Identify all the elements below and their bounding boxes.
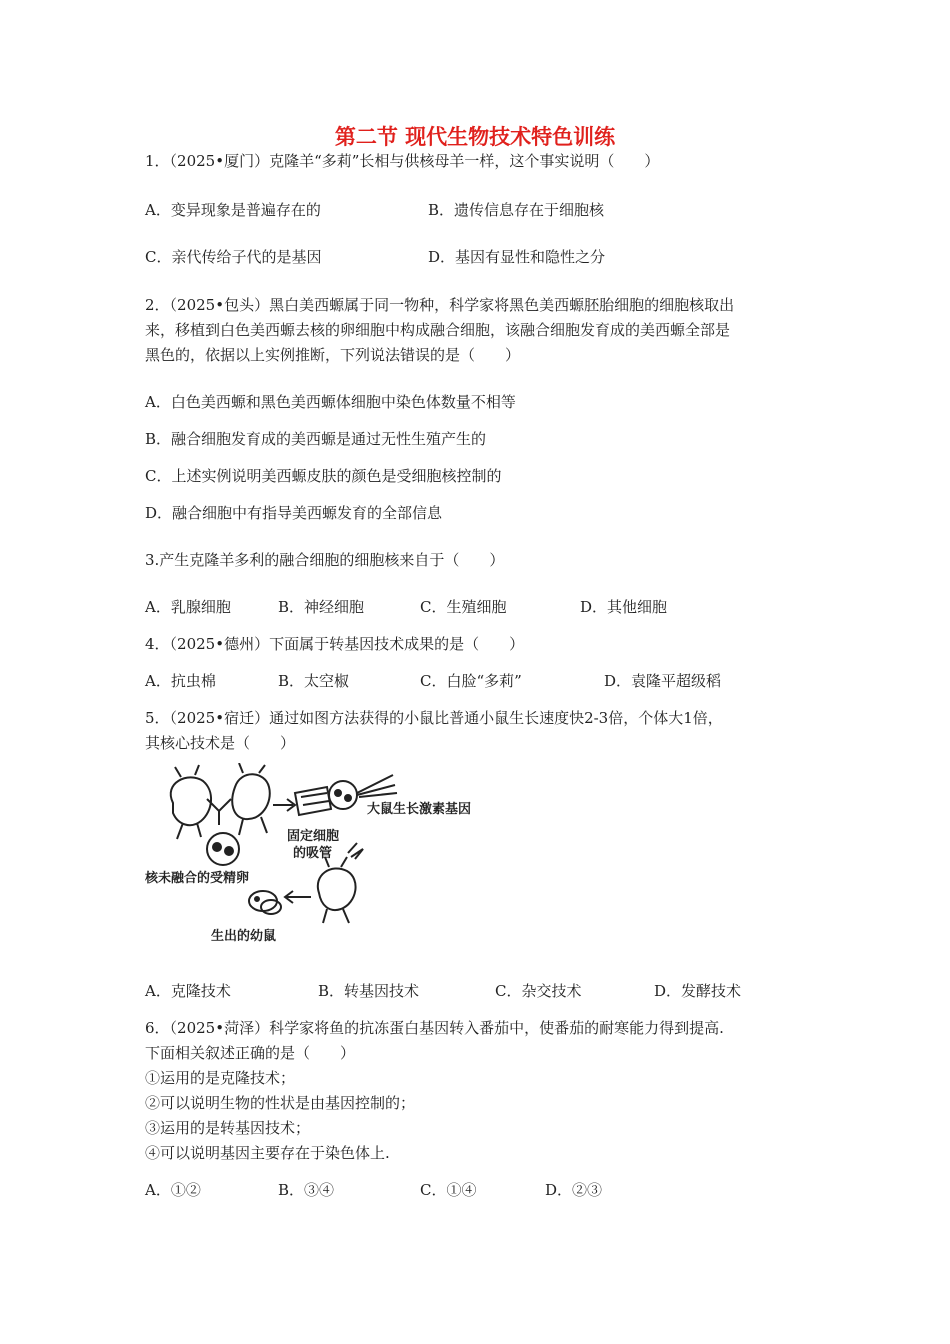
- arrow-2: [348, 843, 363, 859]
- question-1-option-a: A．变异现象是普遍存在的: [145, 201, 321, 219]
- question-6-option-d: D．②③: [545, 1181, 603, 1199]
- label-rat-growth-hormone-gene: 大鼠生长激素基因: [367, 802, 472, 817]
- question-1-option-d: D．基因有显性和隐性之分: [428, 248, 606, 266]
- recipient-mouse: [318, 857, 356, 923]
- label-pipette-line-1: 固定细胞: [287, 829, 340, 844]
- arrow-1: [273, 799, 295, 811]
- question-5-stem-line-1: 5．（2025•宿迁）通过如图方法获得的小鼠比普通小鼠生长速度快2-3倍，个体大1倍，: [145, 709, 723, 727]
- pipette-icon: [295, 787, 331, 815]
- question-2-stem-line-2: 来，移植到白色美西螈去核的卵细胞中构成融合细胞，该融合细胞发育成的美西螈全部是: [145, 321, 731, 339]
- label-unfused-fertilized-egg: 核未融合的受精卵: [145, 871, 250, 886]
- page-title: 第二节 现代生物技术特色训练: [334, 125, 616, 149]
- injection-needle: [357, 775, 397, 797]
- label-pipette-line-2: 的吸管: [293, 846, 333, 861]
- parent-mouse-right: [232, 763, 270, 835]
- question-3-stem: 3.产生克隆羊多利的融合细胞的细胞核来自于（ ）: [145, 551, 505, 569]
- injected-egg-icon: [329, 781, 357, 809]
- question-3-option-d: D．其他细胞: [580, 598, 668, 616]
- question-6-statement-2: ②可以说明生物的性状是由基因控制的；: [145, 1094, 416, 1112]
- question-1-option-c: C．亲代传给子代的是基因: [145, 248, 322, 266]
- question-2-option-b: B．融合细胞发育成的美西螈是通过无性生殖产生的: [145, 430, 487, 448]
- question-6-option-b: B．③④: [278, 1181, 335, 1199]
- parent-mouse-left: [171, 765, 211, 839]
- question-6-statement-1: ①运用的是克隆技术；: [145, 1069, 296, 1087]
- arrow-3: [285, 891, 311, 903]
- question-1-option-b: B．遗传信息存在于细胞核: [428, 201, 605, 219]
- question-5-stem-line-2: 其核心技术是（ ）: [145, 734, 296, 752]
- mating-connector: [207, 799, 231, 825]
- question-2-stem-line-1: 2．（2025•包头）黑白美西螈属于同一物种，科学家将黑色美西螈胚胎细胞的细胞核取出: [145, 296, 735, 314]
- question-6-stem-line-2: 下面相关叙述正确的是（ ）: [145, 1044, 356, 1062]
- question-1-stem: 1．（2025•厦门）克隆羊“多莉”长相与供核母羊一样，这个事实说明（ ）: [145, 152, 660, 170]
- baby-mice-icon: [249, 891, 281, 914]
- question-4-option-c: C．白脸“多莉”: [420, 672, 522, 690]
- question-5-option-d: D．发酵技术: [654, 982, 742, 1000]
- question-5-option-b: B．转基因技术: [318, 982, 420, 1000]
- question-4-option-d: D．袁隆平超级稻: [604, 672, 722, 690]
- question-5-option-a: A．克隆技术: [145, 982, 231, 1000]
- question-2-option-d: D．融合细胞中有指导美西螈发育的全部信息: [145, 504, 443, 522]
- question-6-statement-3: ③运用的是转基因技术；: [145, 1119, 311, 1137]
- label-newborn-mouse: 生出的幼鼠: [211, 929, 277, 944]
- question-3-option-b: B．神经细胞: [278, 598, 365, 616]
- question-4-option-b: B．太空椒: [278, 672, 350, 690]
- question-3-option-a: A．乳腺细胞: [145, 598, 231, 616]
- question-2-option-c: C．上述实例说明美西螈皮肤的颜色是受细胞核控制的: [145, 467, 502, 485]
- question-4-option-a: A．抗虫棉: [145, 672, 216, 690]
- question-6-option-a: A．①②: [145, 1181, 201, 1199]
- question-2-stem-line-3: 黑色的，依据以上实例推断，下列说法错误的是（ ）: [145, 346, 521, 364]
- question-6-option-c: C．①④: [420, 1181, 477, 1199]
- question-3-option-c: C．生殖细胞: [420, 598, 507, 616]
- question-5-option-c: C．杂交技术: [495, 982, 582, 1000]
- question-6-statement-4: ④可以说明基因主要存在于染色体上.: [145, 1144, 390, 1162]
- fertilized-egg-icon: [207, 833, 239, 865]
- question-2-option-a: A．白色美西螈和黑色美西螈体细胞中染色体数量不相等: [145, 393, 516, 411]
- question-6-stem-line-1: 6．（2025•菏泽）科学家将鱼的抗冻蛋白基因转入番茄中，使番茄的耐寒能力得到提高.: [145, 1019, 724, 1037]
- question-4-stem: 4．（2025•德州）下面属于转基因技术成果的是（ ）: [145, 635, 525, 653]
- transgenic-mouse-figure: [143, 763, 477, 953]
